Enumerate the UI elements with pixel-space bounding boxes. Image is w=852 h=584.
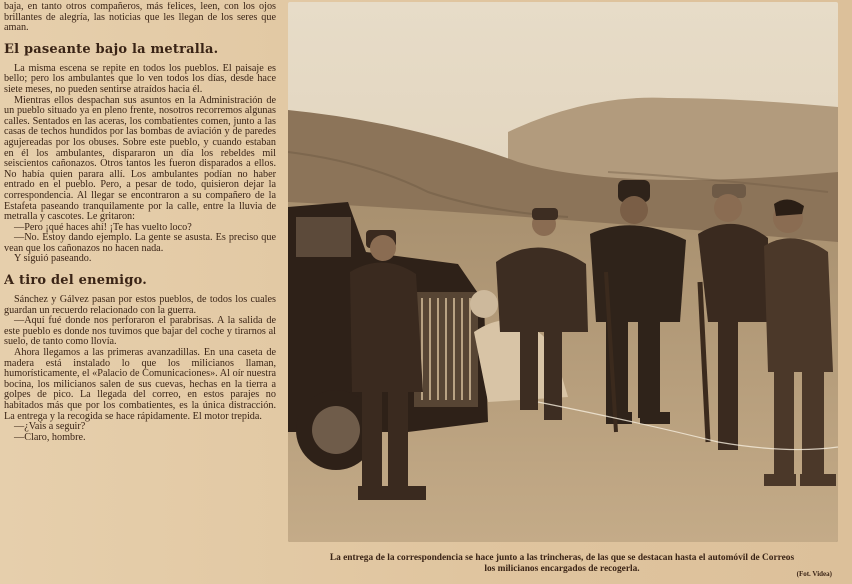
photo-illustration: [288, 2, 838, 542]
article-paragraph: baja, en tanto otros compañeros, más felices, leen, con los ojos brillantes de alegría, las noticias que les llegan de los seres que aman.: [4, 2, 276, 34]
article-paragraph: —Pero ¡qué haces ahí! ¡Te has vuelto loco?: [14, 221, 192, 233]
article-paragraph: Mientras ellos despachan sus asuntos en la Administración de un pueblo situado ya en pleno frente, nosotros recorremos algunas calles. Sentados en las aceras, los combatientes comen, junto a las casas de techos hundidos por las bombas de aviación y de paredes agujereadas por los obuses. Sobre este pueblo, y cuando estaban en él los ambulantes, dispararon un día los rebeldes mil seiscientos cañonazos. Otros tantos les fueron disparados a ellos. No había quien parara allí. Los ambulantes podían no haber entrado en el pueblo. Pero, a pesar de todo, quisieron dejar la correspondencia. Al llegar se encontraron a su compañero de la Estafeta paseando tranquilamente por la calle, entre la lluvia de metralla y cascotes. Le gritaron:: [4, 94, 276, 223]
article-paragraph: —No. Estoy dando ejemplo. La gente se asusta. Es preciso que vean que los cañonazos no hacen nada.: [4, 232, 276, 254]
article-paragraph: —Claro, hombre.: [14, 431, 86, 443]
article-paragraph: Y siguió paseando.: [14, 253, 92, 265]
article-paragraph: Ahora llegamos a las primeras avanzadillas. En una caseta de madera está instalado lo que los milicianos llaman, humorísticamente, el «Palacio de Comunicaciones». Al oír nuestra bocina, los milicianos salen de sus cuevas, hechas en la tierra a golpes de pico. La llegada del correo, en estos parajes no habitados más que por los combatientes, es la única distracción. La entrega y la recogida se hace rápidamente. El motor trepida.: [4, 347, 276, 422]
photo-credit: (Fot. Videa): [796, 570, 832, 578]
caption-line: los milicianos encargados de recogerla.: [484, 564, 640, 574]
article-column: [4, 2, 276, 582]
article-paragraph: Sánchez y Gálvez pasan por estos pueblos, de todos los cuales guardan un recuerdo relacionado con la guerra.: [4, 294, 276, 316]
article-paragraph: —Aquí fué donde nos perforaron el parabrisas. A la salida de este pueblo es donde nos tuvimos que bajar del coche y tirarnos al suelo, de tanto como llovía.: [4, 315, 276, 348]
photo-caption: [288, 553, 836, 575]
article-paragraph: —¿Vais a seguir?: [14, 421, 86, 433]
section-heading: El paseante bajo la metralla.: [4, 41, 219, 57]
section-heading: A tiro del enemigo.: [4, 273, 147, 289]
article-paragraph: La misma escena se repite en todos los pueblos. El paisaje es bello; pero los ambulantes que lo ven todos los días, desde hace siete meses, no pueden sentirse atraídos hacia él.: [4, 62, 276, 95]
news-photo: [288, 2, 838, 542]
caption-line: La entrega de la correspondencia se hace junto a las trincheras, de las que se destacan hasta el automóvil de Correos: [329, 553, 795, 563]
